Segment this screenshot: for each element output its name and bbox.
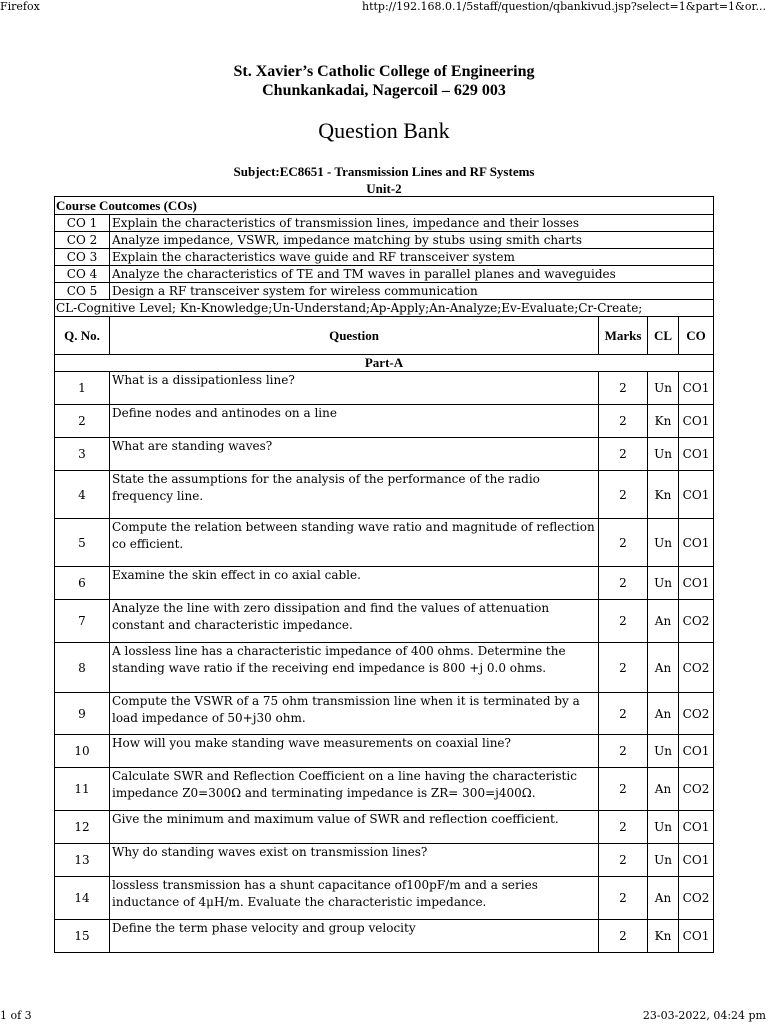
question-text: Define nodes and antinodes on a line [110,405,599,438]
question-marks: 2 [599,768,648,811]
question-text: How will you make standing wave measurements on coaxial line? [110,735,599,768]
question-marks: 2 [599,643,648,693]
table-row [55,567,714,600]
table-row [55,643,714,693]
page-indicator: 1 of 3 [0,1009,32,1022]
question-cl: Kn [648,920,679,953]
question-text: Compute the VSWR of a 75 ohm transmission line when it is terminated by a load impedance of 50+j30 ohm. [110,693,599,735]
question-text: What is a dissipationless line? [110,372,599,405]
question-number: 4 [55,471,110,519]
question-text: A lossless line has a characteristic impedance of 400 ohms. Determine the standing wave ratio if the receiving end impedance is 800 +j 0.0 ohms. [110,643,599,693]
question-cl: Un [648,567,679,600]
table-row [55,600,714,643]
table-row [55,693,714,735]
header-qno: Q. No. [55,317,110,355]
question-text: State the assumptions for the analysis of the performance of the radio frequency line. [110,471,599,519]
table-row [55,519,714,567]
co-code: CO 4 [55,266,110,283]
table-row [55,811,714,844]
question-co: CO1 [679,471,714,519]
table-row [55,877,714,920]
table-row [55,471,714,519]
table-row [55,768,714,811]
co-text: Design a RF transceiver system for wireless communication [110,283,714,300]
table-row [55,372,714,405]
question-cl: Un [648,372,679,405]
question-co: CO1 [679,920,714,953]
question-text: lossless transmission has a shunt capacitance of100pF/m and a series inductance of 4μH/m. Evaluate the characteristic impedance. [110,877,599,920]
question-number: 7 [55,600,110,643]
question-marks: 2 [599,877,648,920]
question-cl: Kn [648,405,679,438]
co-text: Analyze impedance, VSWR, impedance matching by stubs using smith charts [110,232,714,249]
co-code: CO 5 [55,283,110,300]
question-text: Compute the relation between standing wave ratio and magnitude of reflection co efficient. [110,519,599,567]
question-marks: 2 [599,471,648,519]
header-question: Question [110,317,599,355]
co-text: Explain the characteristics wave guide and RF transceiver system [110,249,714,266]
question-marks: 2 [599,735,648,768]
question-marks: 2 [599,811,648,844]
question-co: CO1 [679,438,714,471]
question-cl: An [648,643,679,693]
header-marks: Marks [599,317,648,355]
question-co: CO2 [679,693,714,735]
question-co: CO1 [679,519,714,567]
question-number: 5 [55,519,110,567]
question-number: 6 [55,567,110,600]
question-text: Define the term phase velocity and group velocity [110,920,599,953]
document-title: Question Bank [318,118,450,143]
page-url: http://192.168.0.1/5staff/question/qbankivud.jsp?select=1&part=1&or... [361,0,766,13]
question-number: 11 [55,768,110,811]
question-number: 1 [55,372,110,405]
co-code: CO 3 [55,249,110,266]
co-row [55,232,714,249]
question-co: CO2 [679,643,714,693]
question-number: 2 [55,405,110,438]
question-cl: Kn [648,471,679,519]
unit-label: Unit-2 [366,181,402,196]
college-header [0,62,768,100]
question-co: CO1 [679,735,714,768]
question-marks: 2 [599,600,648,643]
question-co: CO1 [679,844,714,877]
question-cl: Un [648,519,679,567]
question-text: Calculate SWR and Reflection Coefficient on a line having the characteristic impedance Z0=300Ω and terminating impedance is ZR= 300=j400Ω. [110,768,599,811]
co-row [55,283,714,300]
subject-line: Subject:EC8651 - Transmission Lines and RF Systems [233,164,535,179]
question-number: 15 [55,920,110,953]
question-co: CO2 [679,600,714,643]
question-number: 14 [55,877,110,920]
cognitive-level-legend: CL-Cognitive Level; Kn-Knowledge;Un-Understand;Ap-Apply;An-Analyze;Ev-Evaluate;Cr-Create; [55,300,714,317]
question-number: 10 [55,735,110,768]
question-number: 12 [55,811,110,844]
question-number: 13 [55,844,110,877]
table-row [55,920,714,953]
browser-app-name: Firefox [0,0,40,13]
co-text: Analyze the characteristics of TE and TM waves in parallel planes and waveguides [110,266,714,283]
course-outcomes-title: Course Coutcomes (COs) [55,197,714,215]
question-marks: 2 [599,438,648,471]
question-marks: 2 [599,844,648,877]
subject-block [0,163,768,197]
co-row [55,266,714,283]
question-text: Give the minimum and maximum value of SWR and reflection coefficient. [110,811,599,844]
question-marks: 2 [599,920,648,953]
question-co: CO2 [679,877,714,920]
question-cl: Un [648,811,679,844]
table-row [55,405,714,438]
co-code: CO 1 [55,215,110,232]
table-row [55,438,714,471]
question-cl: Un [648,438,679,471]
question-cl: Un [648,844,679,877]
question-co: CO1 [679,567,714,600]
header-cl: CL [648,317,679,355]
table-header-row [55,317,714,355]
question-text: Analyze the line with zero dissipation and find the values of attenuation constant and characteristic impedance. [110,600,599,643]
header-co: CO [679,317,714,355]
question-text: What are standing waves? [110,438,599,471]
question-text: Examine the skin effect in co axial cable. [110,567,599,600]
table-row [55,844,714,877]
co-row [55,249,714,266]
college-address: Chunkankadai, Nagercoil – 629 003 [262,82,506,99]
question-number: 3 [55,438,110,471]
question-co: CO1 [679,811,714,844]
question-bank-table [54,196,714,953]
question-marks: 2 [599,405,648,438]
question-number: 9 [55,693,110,735]
question-number: 8 [55,643,110,693]
question-cl: An [648,693,679,735]
question-co: CO1 [679,405,714,438]
question-co: CO2 [679,768,714,811]
co-row [55,215,714,232]
question-cl: An [648,877,679,920]
question-text: Why do standing waves exist on transmission lines? [110,844,599,877]
question-co: CO1 [679,372,714,405]
question-marks: 2 [599,519,648,567]
table-row [55,735,714,768]
question-cl: An [648,768,679,811]
question-marks: 2 [599,372,648,405]
co-code: CO 2 [55,232,110,249]
question-cl: Un [648,735,679,768]
co-text: Explain the characteristics of transmission lines, impedance and their losses [110,215,714,232]
question-marks: 2 [599,567,648,600]
question-cl: An [648,600,679,643]
part-label: Part-A [55,355,714,372]
college-name: St. Xavier’s Catholic College of Engineering [233,63,535,80]
question-marks: 2 [599,693,648,735]
print-datetime: 23-03-2022, 04:24 pm [642,1009,766,1022]
